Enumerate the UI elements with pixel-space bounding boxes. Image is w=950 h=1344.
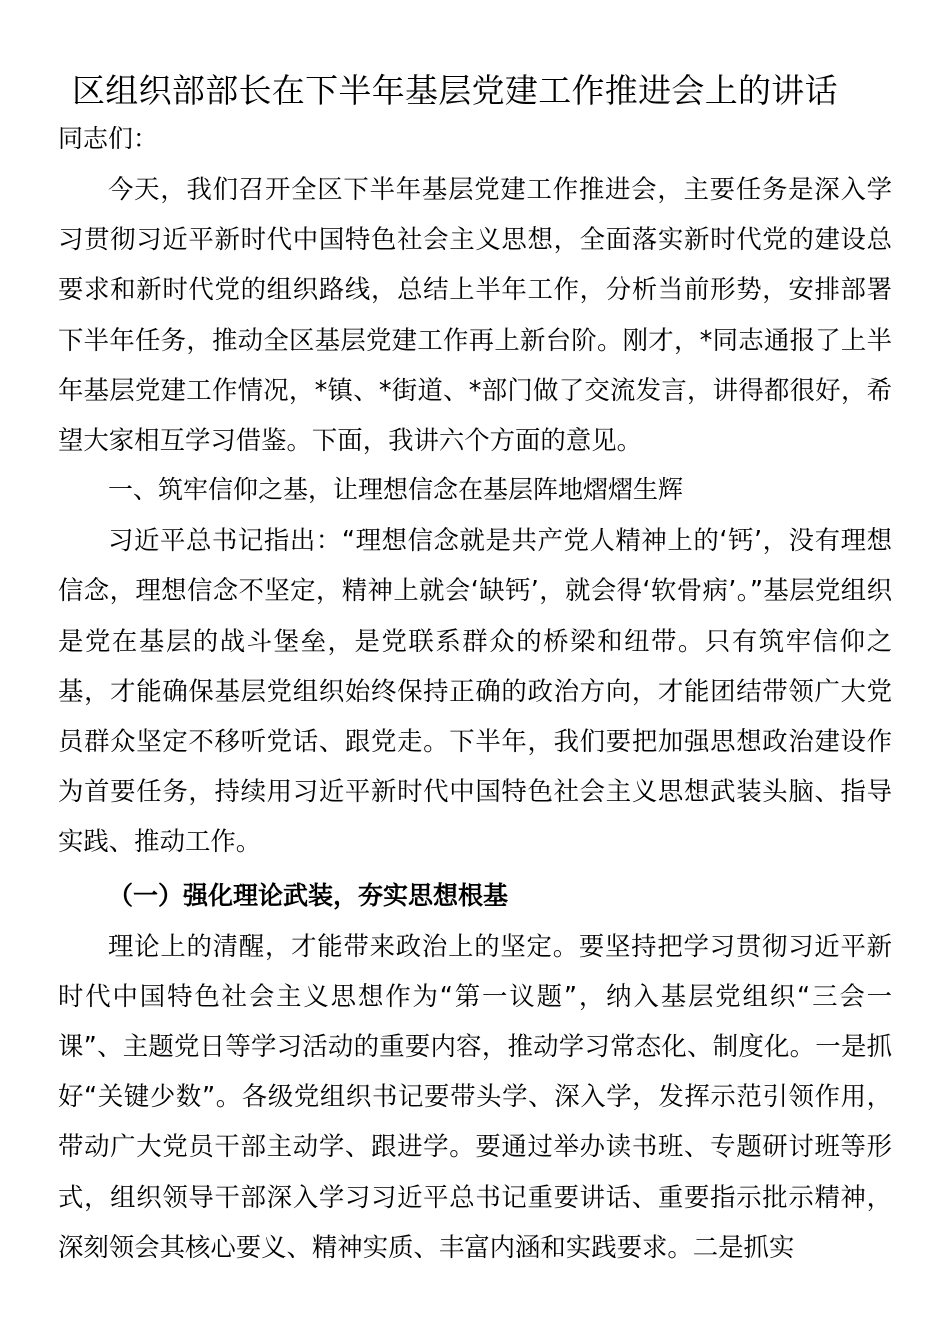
subsection-1-paragraph: 理论上的清醒，才能带来政治上的坚定。要坚持把学习贯彻习近平新时代中国特色社会主义思想作为“第一议题”，纳入基层党组织“三会一课”、主题党日等学习活动的重要内容，推动学习常态化、制度化。一是抓好“关键少数”。各级党组织书记要带头学、深入学，发挥示范引领作用，带动广大党员干部主动学、跟进学。要通过举办读书班、专题研讨班等形式，组织领导干部深入学习习近平总书记重要讲话、重要指示批示精神，深刻领会其核心要义、精神实质、丰富内涵和实践要求。二是抓实 xyxy=(58,930,892,1262)
intro-paragraph: 今天，我们召开全区下半年基层党建工作推进会，主要任务是深入学习贯彻习近平新时代中国特色社会主义思想，全面落实新时代党的建设总要求和新时代党的组织路线，总结上半年工作，分析当前形势，安排部署下半年任务，推动全区基层党建工作再上新台阶。刚才，*同志通报了上半年基层党建工作情况，*镇、*街道、*部门做了交流发言，讲得都很好，希望大家相互学习借鉴。下面，我讲六个方面的意见。 xyxy=(58,174,892,456)
subsection-1-heading: （一）强化理论武装，夯实思想根基 xyxy=(108,880,509,910)
salutation: 同志们： xyxy=(58,124,159,153)
section-1-paragraph: 习近平总书记指出：“理想信念就是共产党人精神上的‘钙’，没有理想信念，理想信念不坚定，精神上就会‘缺钙’，就会得‘软骨病’。”基层党组织是党在基层的战斗堡垒，是党联系群众的桥梁和纽带。只有筑牢信仰之基，才能确保基层党组织始终保持正确的政治方向，才能团结带领广大党员群众坚定不移听党话、跟党走。下半年，我们要把加强思想政治建设作为首要任务，持续用习近平新时代中国特色社会主义思想武装头脑、指导实践、推动工作。 xyxy=(58,525,892,857)
document-title: 区组织部部长在下半年基层党建工作推进会上的讲话 xyxy=(72,71,838,110)
section-1-heading: 一、筑牢信仰之基，让理想信念在基层阵地熠熠生辉 xyxy=(108,475,684,505)
